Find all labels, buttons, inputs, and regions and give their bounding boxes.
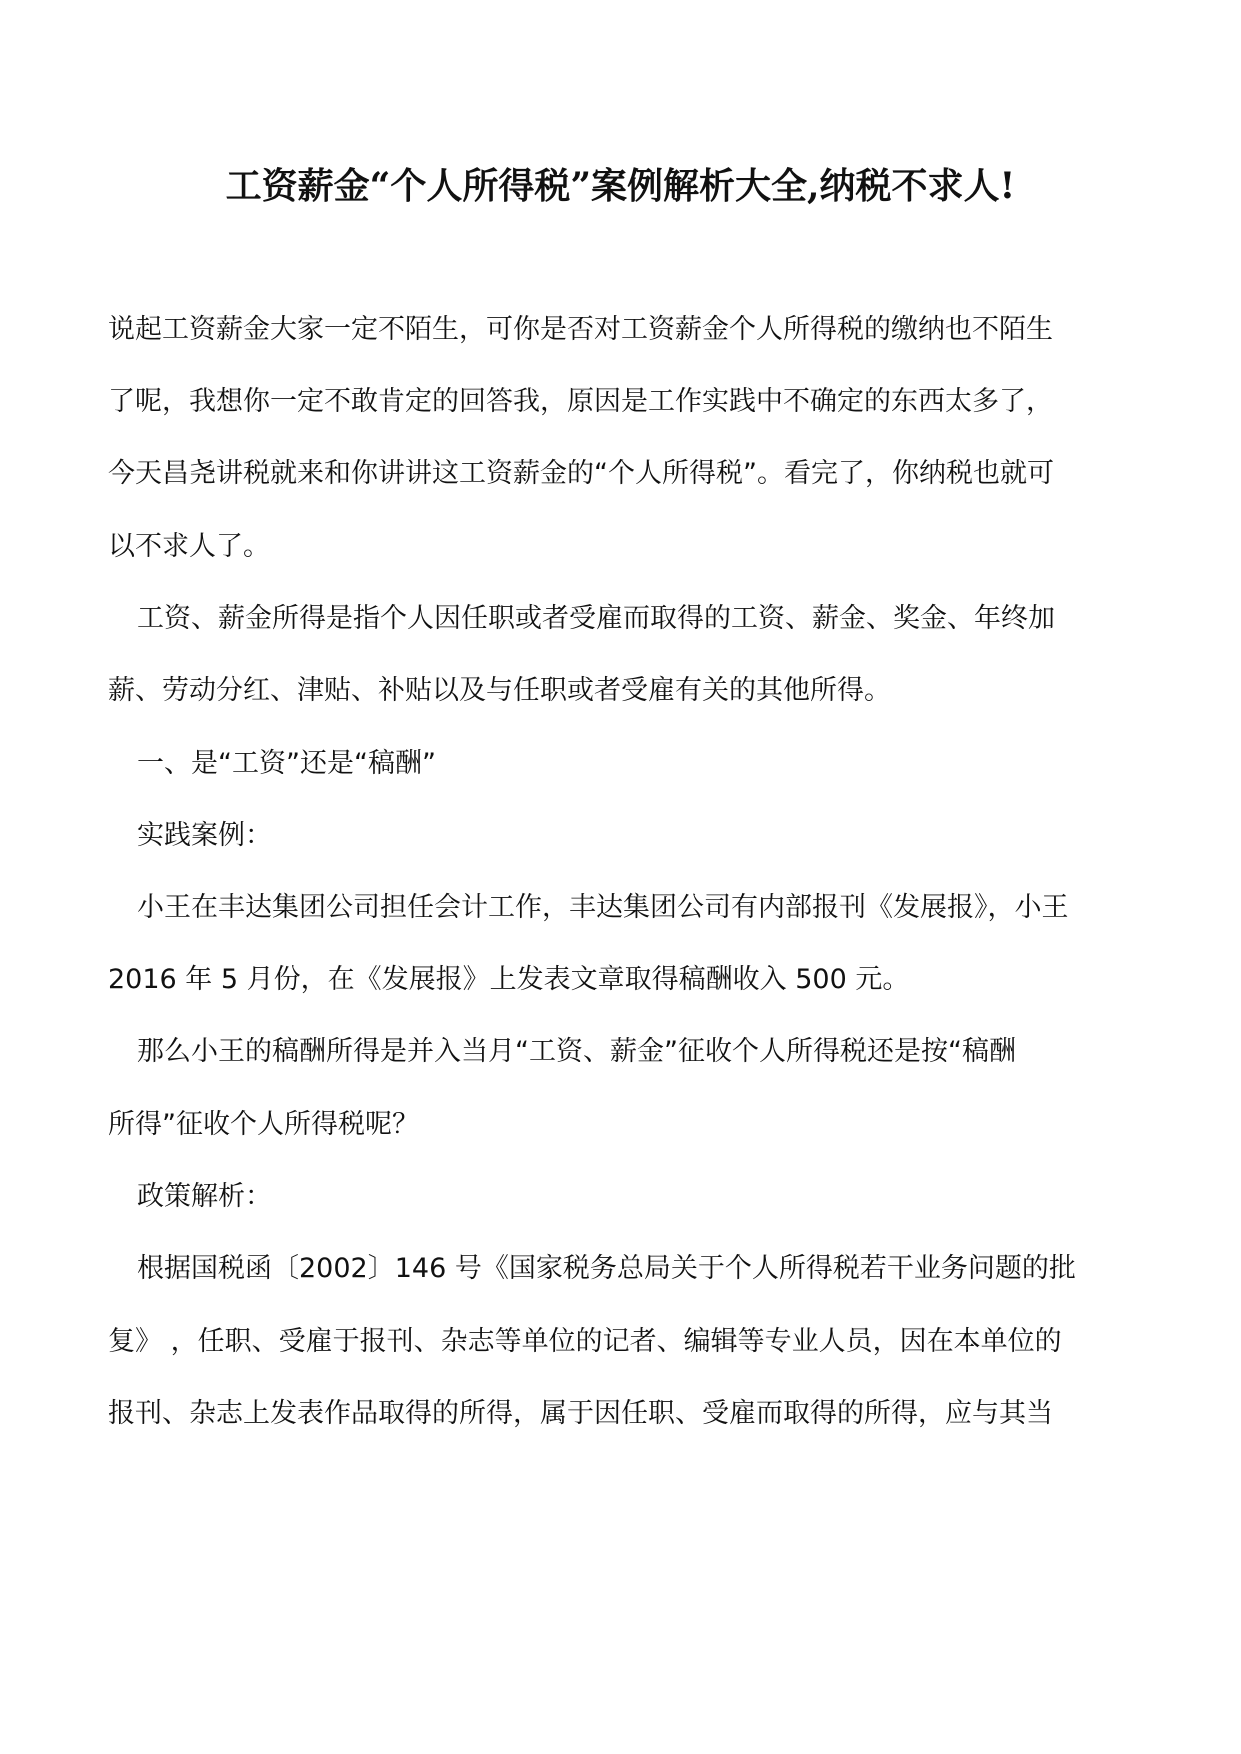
paragraph-line: 根据国税函〔2002〕146 号《国家税务总局关于个人所得税若干业务问题的批: [137, 1253, 1076, 1284]
paragraph-line: 小王在丰达集团公司担任会计工作，丰达集团公司有内部报刊《发展报》，小王: [137, 892, 1069, 923]
paragraph-line: 薪、劳动分红、津贴、补贴以及与任职或者受雇有关的其他所得。: [108, 675, 891, 706]
paragraph-line: 今天昌尧讲税就来和你讲讲这工资薪金的“个人所得税”。看完了，你纳税也就可: [108, 458, 1054, 489]
paragraph-line: 复》 ，任职、受雇于报刊、杂志等单位的记者、编辑等专业人员，因在本单位的: [108, 1326, 1062, 1357]
paragraph-line: 了呢，我想你一定不敢肯定的回答我，原因是工作实践中不确定的东西太多了，: [108, 386, 1053, 417]
document-title: 工资薪金“个人所得税”案例解析大全,纳税不求人!: [225, 165, 1016, 207]
paragraph-line: 所得”征收个人所得税呢？: [108, 1109, 419, 1140]
paragraph-line: 工资、薪金所得是指个人因任职或者受雇而取得的工资、薪金、奖金、年终加: [137, 603, 1055, 634]
paragraph-line: 以不求人了。: [108, 531, 270, 562]
paragraph-line: 那么小王的稿酬所得是并入当月“工资、薪金”征收个人所得税还是按“稿酬: [137, 1036, 1016, 1067]
paragraph-line: 报刊、杂志上发表作品取得的所得，属于因任职、受雇而取得的所得，应与其当: [108, 1398, 1053, 1429]
subheading-policy: 政策解析：: [137, 1181, 272, 1212]
section-heading: 一、是“工资”还是“稿酬”: [137, 748, 436, 779]
paragraph-line: 说起工资薪金大家一定不陌生，可你是否对工资薪金个人所得税的缴纳也不陌生: [108, 314, 1053, 345]
paragraph-line: 2016 年 5 月份，在《发展报》上发表文章取得稿酬收入 500 元。: [108, 964, 910, 995]
subheading-case: 实践案例：: [137, 820, 272, 851]
